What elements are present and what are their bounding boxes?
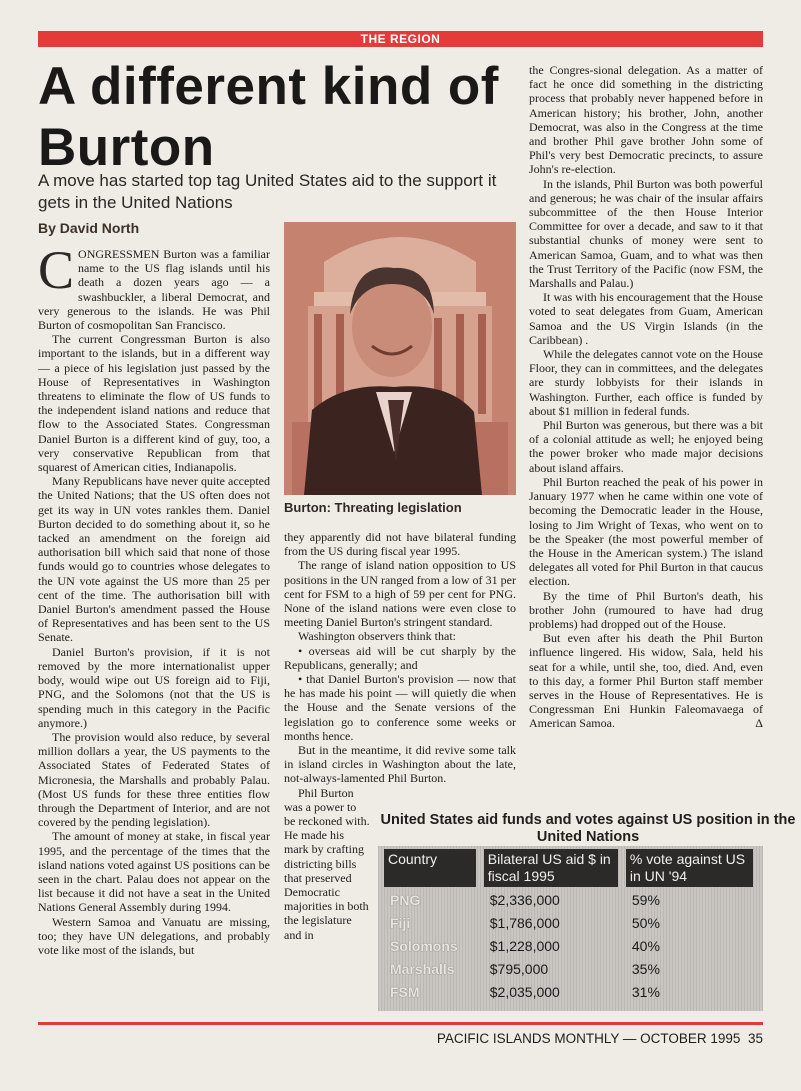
header-vote: % vote against US in UN '94 (626, 849, 753, 887)
drop-cap: C (38, 240, 75, 300)
photo-caption: Burton: Threating legislation (284, 500, 462, 515)
header-country: Country (384, 849, 476, 887)
vote-cell: 31% (631, 984, 660, 1000)
table-row (384, 913, 753, 933)
table-row (384, 982, 753, 1002)
paragraph: • overseas aid will be cut sharply by the Republicans, generally; and (284, 643, 516, 672)
vote-cell: 40% (631, 938, 660, 954)
paragraph: Daniel Burton's provision, if it is not removed by the more internationalist upper body, would wipe out US foreign aid to Fiji, PNG, and the Solomons (not that the US is spending much in this category in the Pacific anymore.) (38, 644, 270, 730)
paragraph: Phil Burton was generous, but there was a bit of a colonial attitude as well; he enjoyed being the power broker who made major decisions about island affairs. (529, 418, 763, 475)
portrait-illustration (284, 222, 516, 495)
vote-cell: 59% (631, 892, 660, 908)
paragraph: Many Republicans have never quite accepted the United Nations; that the US often does not get its way in UN votes rankles them. Daniel Burton decided to do something about it, so he tacked an amendment on the foreign aid authorisation bill which said that none of those funds would go to countries whose delegates to the UN vote against the US more than 25 per cent of the time. The authorisation bill with Daniel Burton's amendment passed the House of Representatives and has been sent to the US Senate. (38, 474, 270, 645)
table-header-row (384, 849, 753, 887)
article-column-1 (38, 240, 270, 957)
country-cell: Solomons (390, 938, 458, 954)
footer-rule (38, 1022, 763, 1025)
burton-capitol-photo (284, 222, 516, 495)
end-mark-icon: Δ (755, 716, 763, 731)
table-row (384, 959, 753, 979)
paragraph: The amount of money at stake, in fiscal year 1995, and the percentage of the times that the island nations voted against US positions can be seen in the chart. Palau does not appear on the list because it did not have a seat in the United Nations General Assembly during 1994. (38, 829, 270, 915)
aid-votes-table (378, 846, 763, 1011)
page-number: 35 (747, 1031, 763, 1046)
paragraph: The provision would also reduce, by several million dollars a year, the US payments to the Associated States of Federated States of Micronesia, the Marshalls and probably Palau. (Most US funds for these three entities flow through the Department of Interior, and are not covered by the pending legislation). (38, 729, 270, 830)
paragraph: CONGRESSMEN Burton was a familiar name to the US flag islands until his death a dozen years ago — a swashbuckler, a liberal Democrat, and very generous to the islands. He was Phil Burton of cosmopolitan San Francisco. (38, 240, 270, 333)
paragraph: While the delegates cannot vote on the House Floor, they can in committees, and the delegates are sturdy lobbyists for their islands in Washington. Further, each office is funded by about $1 million in federal funds. (529, 347, 763, 418)
aid-cell: $1,786,000 (489, 915, 560, 931)
aid-cell: $2,336,000 (489, 892, 560, 908)
byline: By David North (38, 220, 140, 236)
aid-cell: $2,035,000 (489, 984, 560, 1000)
vote-cell: 35% (631, 961, 660, 977)
paragraph: Washington observers think that: (298, 629, 457, 644)
section-banner: THE REGION (38, 31, 763, 47)
paragraph: they apparently did not have bilateral funding from the US during fiscal year 1995. (284, 530, 516, 559)
paragraph: By the time of Phil Burton's death, his brother John (rumoured to have had drug problems) had dropped out of the House. (529, 588, 763, 631)
aid-cell: $795,000 (489, 961, 549, 977)
paragraph: The range of island nation opposition to US positions in the UN ranged from a low of 31 per cent for FSM to a high of 59 per cent for PNG. None of the island nations were even close to meeting Daniel Burton's stringent standard. (284, 558, 516, 630)
paragraph: But in the meantime, it did revive some talk in island circles in Washington about the late, not-always-lamented Phil Burton. (284, 743, 516, 786)
article-column-3 (529, 63, 763, 731)
country-cell: Fiji (390, 915, 411, 931)
country-cell: FSM (390, 984, 420, 1000)
paragraph: Western Samoa and Vanuatu are missing, too; they have UN delegations, and probably vote like most of the islands, but (38, 914, 270, 957)
aid-cell: $1,228,000 (489, 938, 560, 954)
paragraph: Phil Burton was a power to be reckoned with. He made his mark by crafting districting bills that preserved Democratic majorities in both the legislature and in (284, 785, 370, 942)
page-footer (430, 1031, 763, 1047)
headline: A different kind of Burton (38, 57, 499, 177)
paragraph: Phil Burton reached the peak of his power in January 1977 when he came within one vote of becoming the Democratic leader in the House, losing to Jim Wright of Texas, who went on to be the Speaker (the most powerful member of the House in the American system.) The island delegates all voted for Phil Burton in that caucus election. (529, 474, 763, 589)
publication-info: PACIFIC ISLANDS MONTHLY — OCTOBER 1995 (436, 1031, 741, 1046)
paragraph: But even after his death the Phil Burton influence lingered. His widow, Sala, held his seat for a while, until she, too, died. And, even to this day, a former Phil Burton staff member serves in the House of Representatives. He is Congressman Eni Hunkin Faleomavaega of American Samoa. Δ (529, 631, 763, 731)
country-cell: PNG (390, 892, 421, 908)
table-row (384, 890, 753, 910)
table-row (384, 936, 753, 956)
paragraph: • that Daniel Burton's provision — now that he has made his point — will quietly die when the House and the Senate versions of the legislation go to conference some weeks or months hence. (284, 672, 516, 743)
paragraph: It was with his encouragement that the House voted to seat delegates from Guam, American Samoa and the US Virgin Islands (in the Caribbean) . (529, 290, 763, 347)
paragraph: the Congres-sional delegation. As a matter of fact he once did something in the districting process that probably never happened before in American history; his brother, John, another Democrat, was also in the Congress at the time and brother Phil gave brother John some of Phil's very best Democratic precincts, to assure John's re-election. (529, 63, 763, 177)
data-table (376, 846, 761, 1005)
paragraph: The current Congressman Burton is also important to the islands, but in a different way — a piece of his legislation just passed by the House of Representatives in Washington threatens to eliminate the flow of US funds to the independent island nations and reduce that flow to the Associated States. Congressman Daniel Burton is a different kind of guy, too, a very conservative Republican from that squarest of American cities, Indianapolis. (38, 332, 270, 475)
vote-cell: 50% (631, 915, 660, 931)
country-cell: Marshalls (390, 961, 455, 977)
header-aid: Bilateral US aid $ in fiscal 1995 (484, 849, 618, 887)
paragraph: In the islands, Phil Burton was both powerful and generous; he was chair of the insular affairs subcommittee of the then House Interior Committee for over a decade, and saw to it that substantial chunks of money were sent to American Samoa, Guam, and to what was then the Trust Territory of the Pacific (now FSM, the Marshalls and Palau.) (529, 176, 763, 291)
table-title: United States aid funds and votes against US position in the United Nations (380, 812, 796, 845)
deck-subtitle: A move has started top tag United States aid to the support it gets in the United Nations (38, 171, 497, 212)
